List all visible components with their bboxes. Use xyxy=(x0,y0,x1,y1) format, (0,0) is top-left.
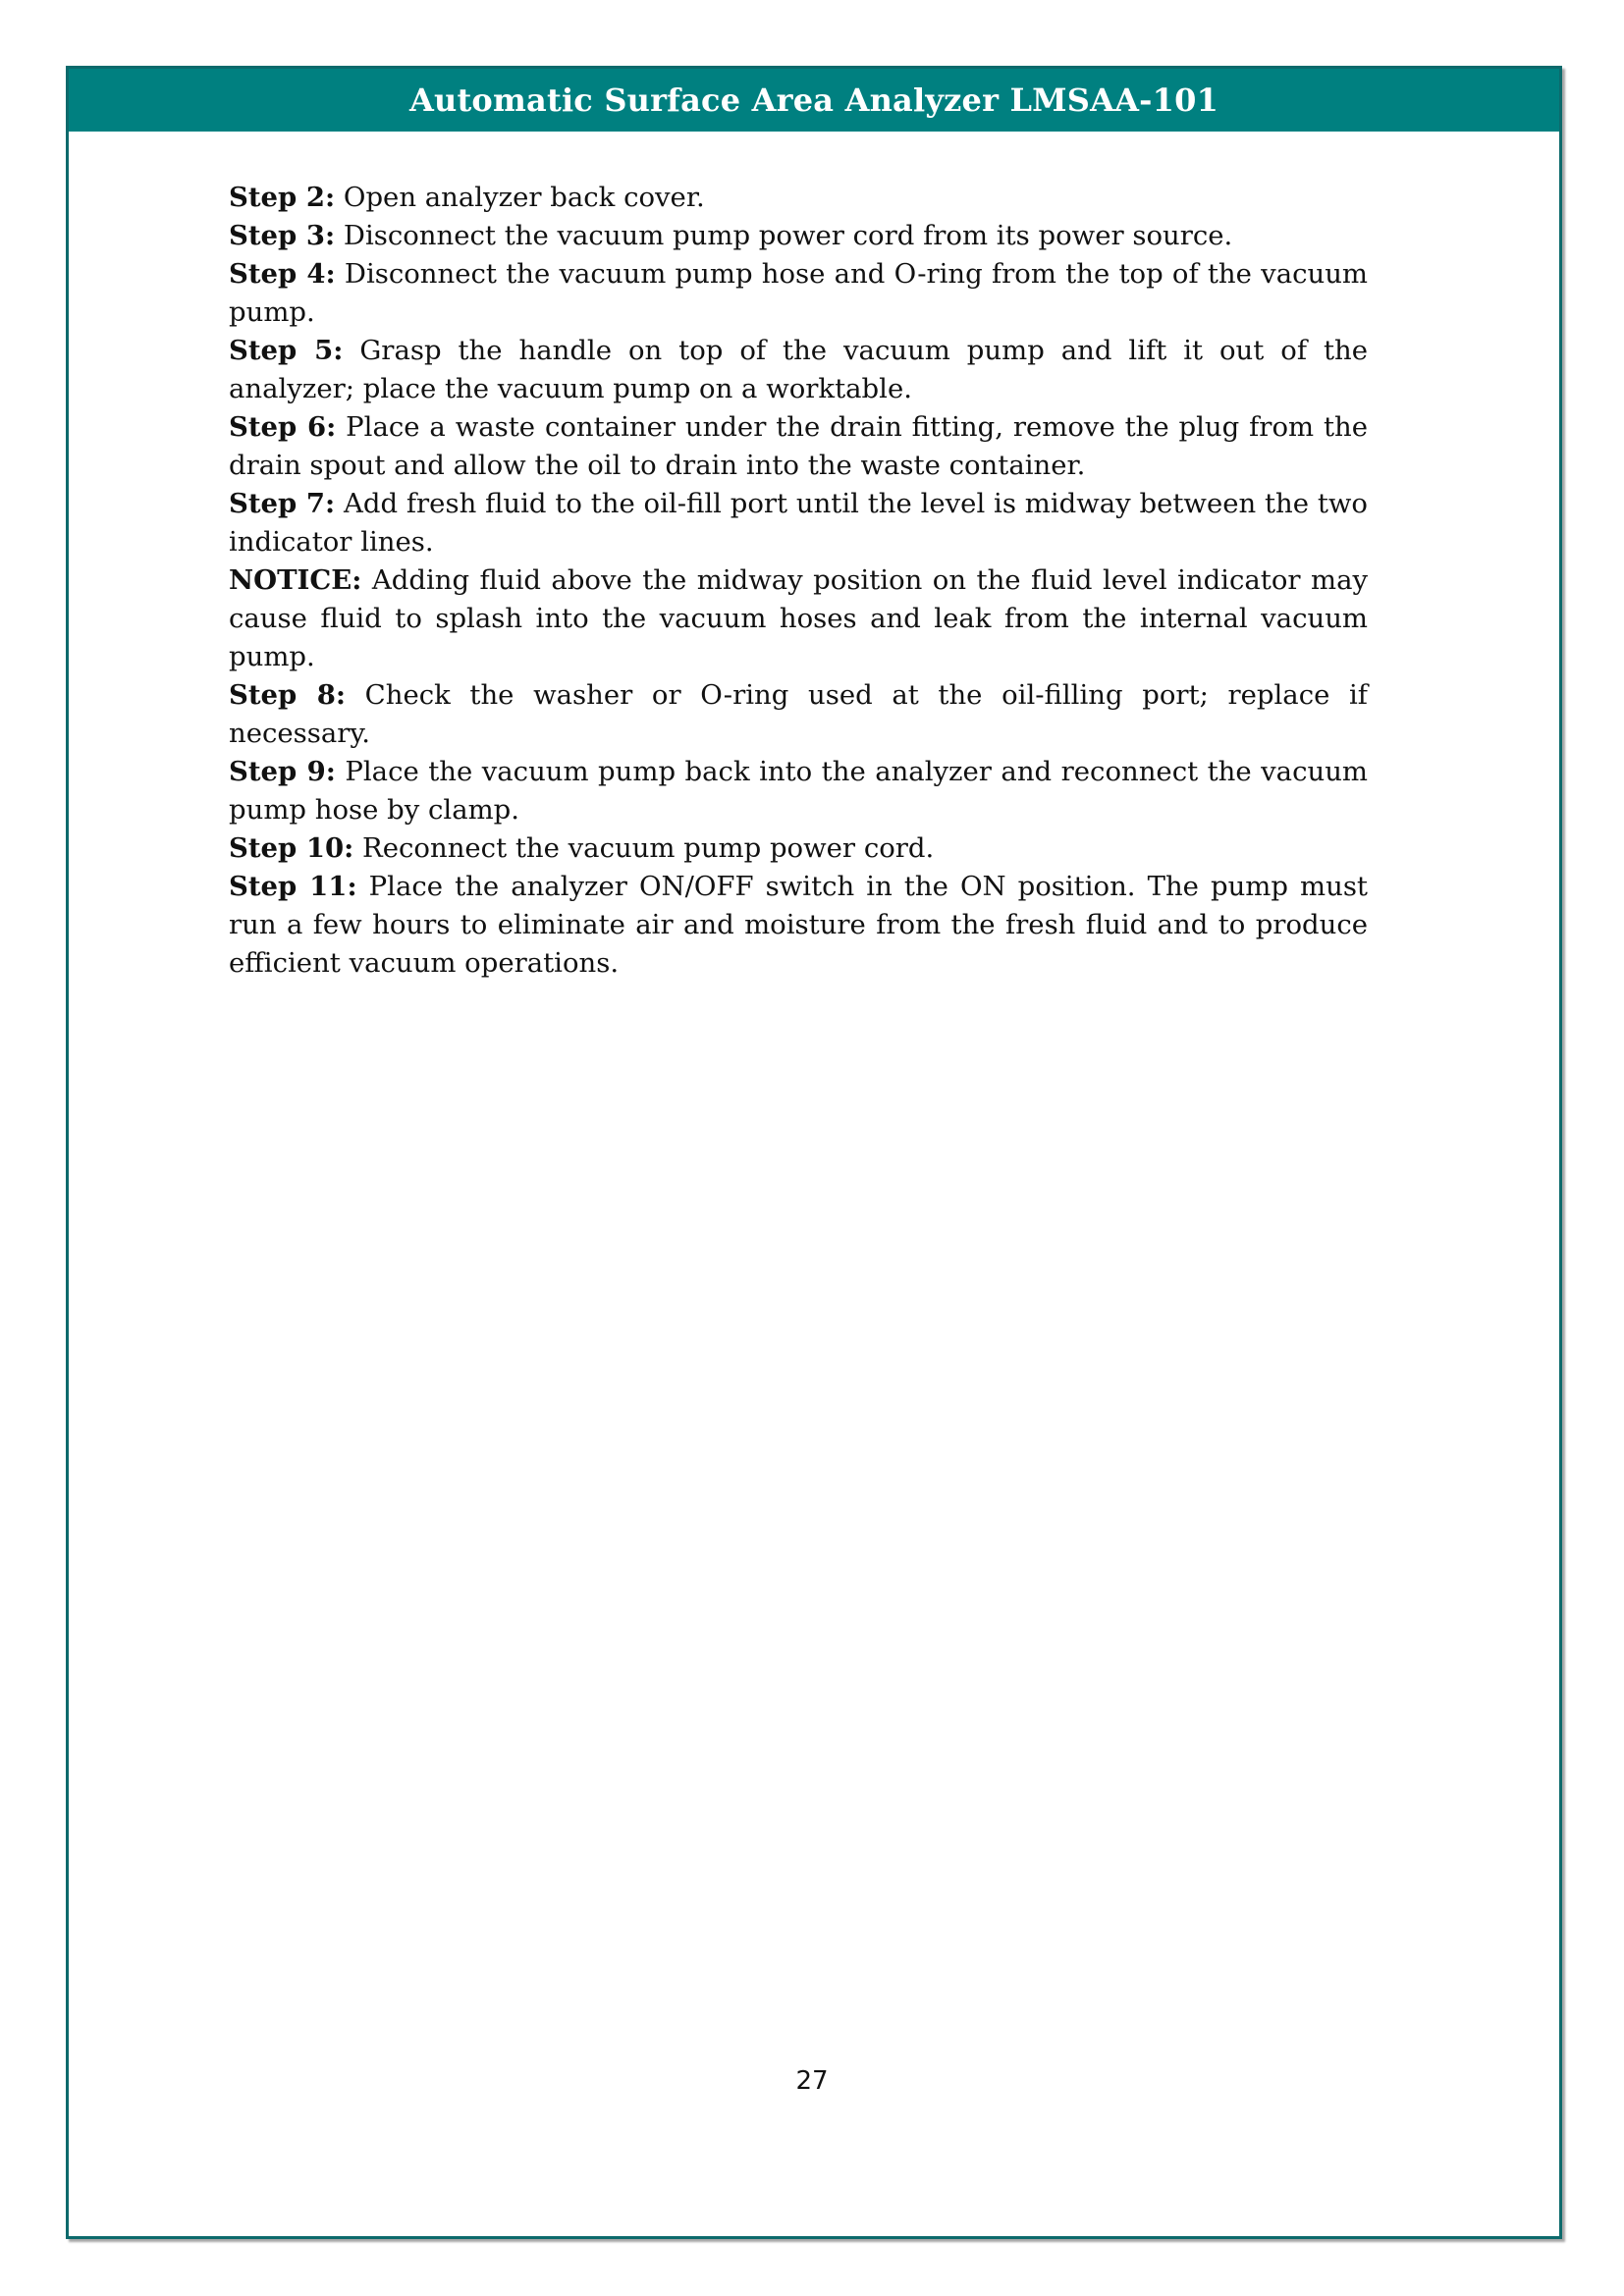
step-paragraph xyxy=(229,485,1368,561)
step-text: Grasp the handle on top of the vacuum pump and lift it out of the analyzer; place the vacuum pump on a worktable. xyxy=(229,335,1369,404)
step-label: Step 4: xyxy=(229,258,336,290)
step-paragraph xyxy=(229,676,1368,753)
page-number: 27 xyxy=(795,2066,829,2096)
step-text: Add fresh fluid to the oil-fill port until the level is midway between the two indicator lines. xyxy=(229,488,1368,558)
step-text: Disconnect the vacuum pump hose and O-ring from the top of the vacuum pump. xyxy=(229,258,1368,328)
step-text: Open analyzer back cover. xyxy=(335,182,705,213)
step-paragraph xyxy=(229,408,1368,485)
step-label: Step 2: xyxy=(229,182,336,213)
step-label: Step 7: xyxy=(229,488,336,519)
step-paragraph xyxy=(229,255,1368,332)
step-label: Step 11: xyxy=(229,871,357,902)
notice-label: NOTICE: xyxy=(229,564,362,596)
step-text: Disconnect the vacuum pump power cord from its power source. xyxy=(335,220,1233,251)
step-label: Step 9: xyxy=(229,756,336,787)
step-label: Step 8: xyxy=(229,679,347,711)
step-paragraph xyxy=(229,217,1368,255)
step-label: Step 10: xyxy=(229,832,354,864)
notice-text: Adding fluid above the midway position on the fluid level indicator may cause fluid to splash into the vacuum hoses and leak from the internal vacuum pump. xyxy=(229,564,1368,672)
step-paragraph xyxy=(229,753,1368,829)
document-header xyxy=(69,69,1559,132)
step-label: Step 5: xyxy=(229,335,344,366)
step-text: Check the washer or O-ring used at the oil-filling port; replace if necessary. xyxy=(229,679,1368,749)
step-label: Step 3: xyxy=(229,220,336,251)
document-title: Automatic Surface Area Analyzer LMSAA-101 xyxy=(408,81,1219,119)
step-paragraph xyxy=(229,829,1368,868)
step-paragraph xyxy=(229,179,1368,217)
step-label: Step 6: xyxy=(229,411,337,443)
step-text: Reconnect the vacuum pump power cord. xyxy=(353,832,935,864)
step-text: Place a waste container under the drain fitting, remove the plug from the drain spout and allow the oil to drain into the waste container. xyxy=(229,411,1368,481)
step-text: Place the analyzer ON/OFF switch in the ON position. The pump must run a few hours to eliminate air and moisture from the fresh fluid and to produce efficient vacuum operations. xyxy=(229,871,1368,979)
step-text: Place the vacuum pump back into the analyzer and reconnect the vacuum pump hose by clamp. xyxy=(229,756,1368,826)
notice-paragraph xyxy=(229,561,1368,676)
step-paragraph xyxy=(229,332,1368,408)
step-paragraph xyxy=(229,868,1368,983)
instructions-body xyxy=(229,179,1368,983)
